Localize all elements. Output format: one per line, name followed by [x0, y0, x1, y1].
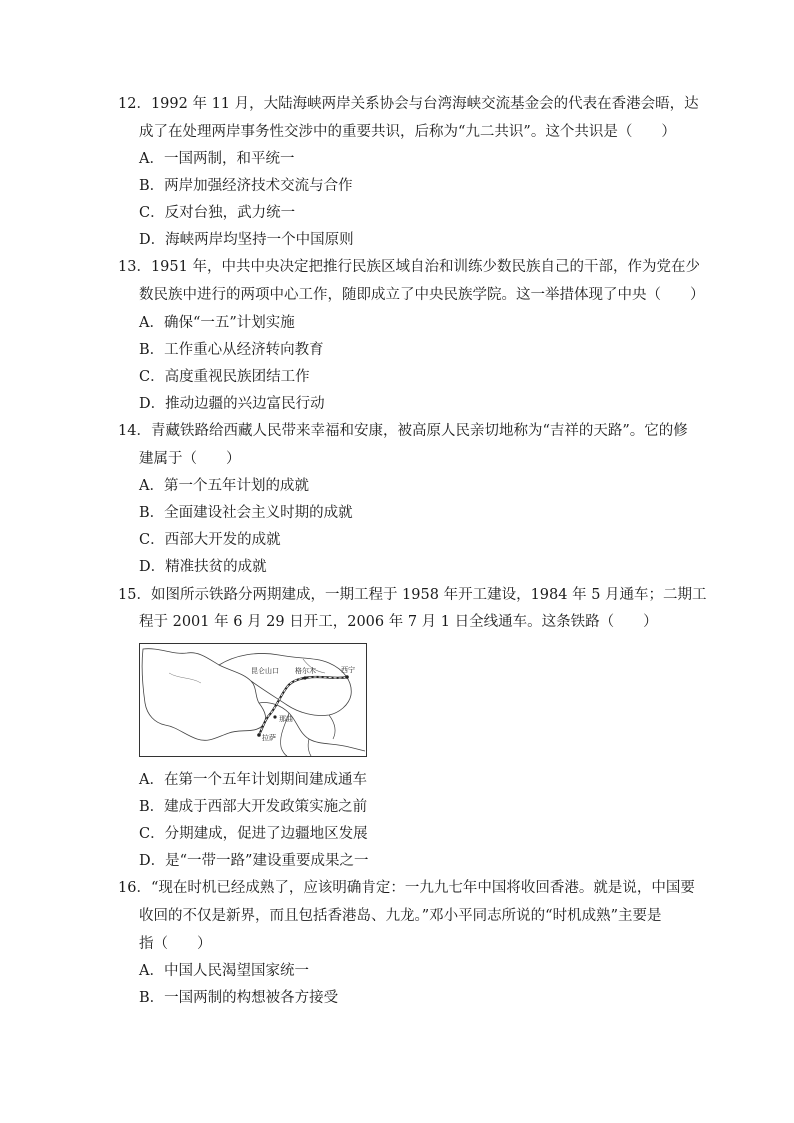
question-16-option-a: A．中国人民渴望国家统一 — [139, 963, 309, 979]
question-13-line-1: 13．1951 年，中共中央决定把推行民族区域自治和训练少数民族自己的干部，作为党在少 — [118, 259, 700, 275]
question-14-option-c: C．西部大开发的成就 — [139, 532, 281, 548]
question-12-line-1: 12．1992 年 11 月，大陆海峡两岸关系协会与台湾海峡交流基金会的代表在香港会晤，达 — [118, 96, 699, 112]
question-15-option-b: B．建成于西部大开发政策实施之前 — [139, 799, 368, 815]
question-15-option-c: C．分期建成，促进了边疆地区发展 — [139, 826, 368, 842]
question-14-line-1: 14．青藏铁路给西藏人民带来幸福和安康，被高原人民亲切地称为“吉祥的天路”。它的修 — [118, 423, 688, 439]
question-14-option-b: B．全面建设社会主义时期的成就 — [139, 505, 353, 521]
question-12-option-b: B．两岸加强经济技术交流与合作 — [139, 178, 353, 194]
question-13-option-b: B．工作重心从经济转向教育 — [139, 342, 324, 358]
question-16-line-2: 收回的不仅是新界，而且包括香港岛、九龙。”邓小平同志所说的“时机成熟”主要是 — [139, 908, 662, 924]
question-14-option-d: D．精准扶贫的成就 — [139, 559, 267, 575]
map-label-xining: 西宁 — [341, 666, 355, 674]
question-12-option-a: A．一国两制，和平统一 — [139, 151, 295, 167]
map-label-kunlun-pass: 昆仑山口 — [251, 667, 279, 675]
question-15-line-2: 程于 2001 年 6 月 29 日开工，2006 年 7 月 1 日全线通车。这条铁路（ ） — [139, 614, 658, 630]
question-13-option-a: A．确保“一五”计划实施 — [139, 315, 295, 331]
question-14-option-a: A．第一个五年计划的成就 — [139, 478, 309, 494]
question-12-line-2: 成了在处理两岸事务性交涉中的重要共识，后称为“九二共识”。这个共识是（ ） — [139, 124, 676, 140]
question-13-option-c: C．高度重视民族团结工作 — [139, 369, 310, 385]
question-16-option-b: B．一国两制的构想被各方接受 — [139, 990, 339, 1006]
question-14-line-2: 建属于（ ） — [139, 451, 241, 467]
map-label-lhasa: 拉萨 — [262, 734, 276, 742]
question-13-line-2: 数民族中进行的两项中心工作，随即成立了中央民族学院。这一举措体现了中央（ ） — [139, 287, 705, 303]
question-12-option-d: D．海峡两岸均坚持一个中国原则 — [139, 232, 354, 248]
question-16-line-1: 16．“现在时机已经成熟了，应该明确肯定：一九九七年中国将收回香港。就是说，中国要 — [118, 880, 695, 896]
question-13-option-d: D．推动边疆的兴边富民行动 — [139, 396, 325, 412]
question-16-line-3: 指（ ） — [139, 936, 212, 952]
question-15-option-d: D．是“一带一路”建设重要成果之一 — [139, 853, 369, 869]
question-12-option-c: C．反对台独，武力统一 — [139, 205, 296, 221]
map-label-golmud: 格尔木 — [295, 667, 316, 675]
question-15-line-1: 15．如图所示铁路分两期建成，一期工程于 1958 年开工建设，1984 年 5 月通车；二期工 — [118, 587, 707, 603]
map-label-nagqu: 那曲 — [279, 715, 293, 723]
question-15-option-a: A．在第一个五年计划期间建成通车 — [139, 772, 367, 788]
railway-map — [139, 643, 367, 757]
